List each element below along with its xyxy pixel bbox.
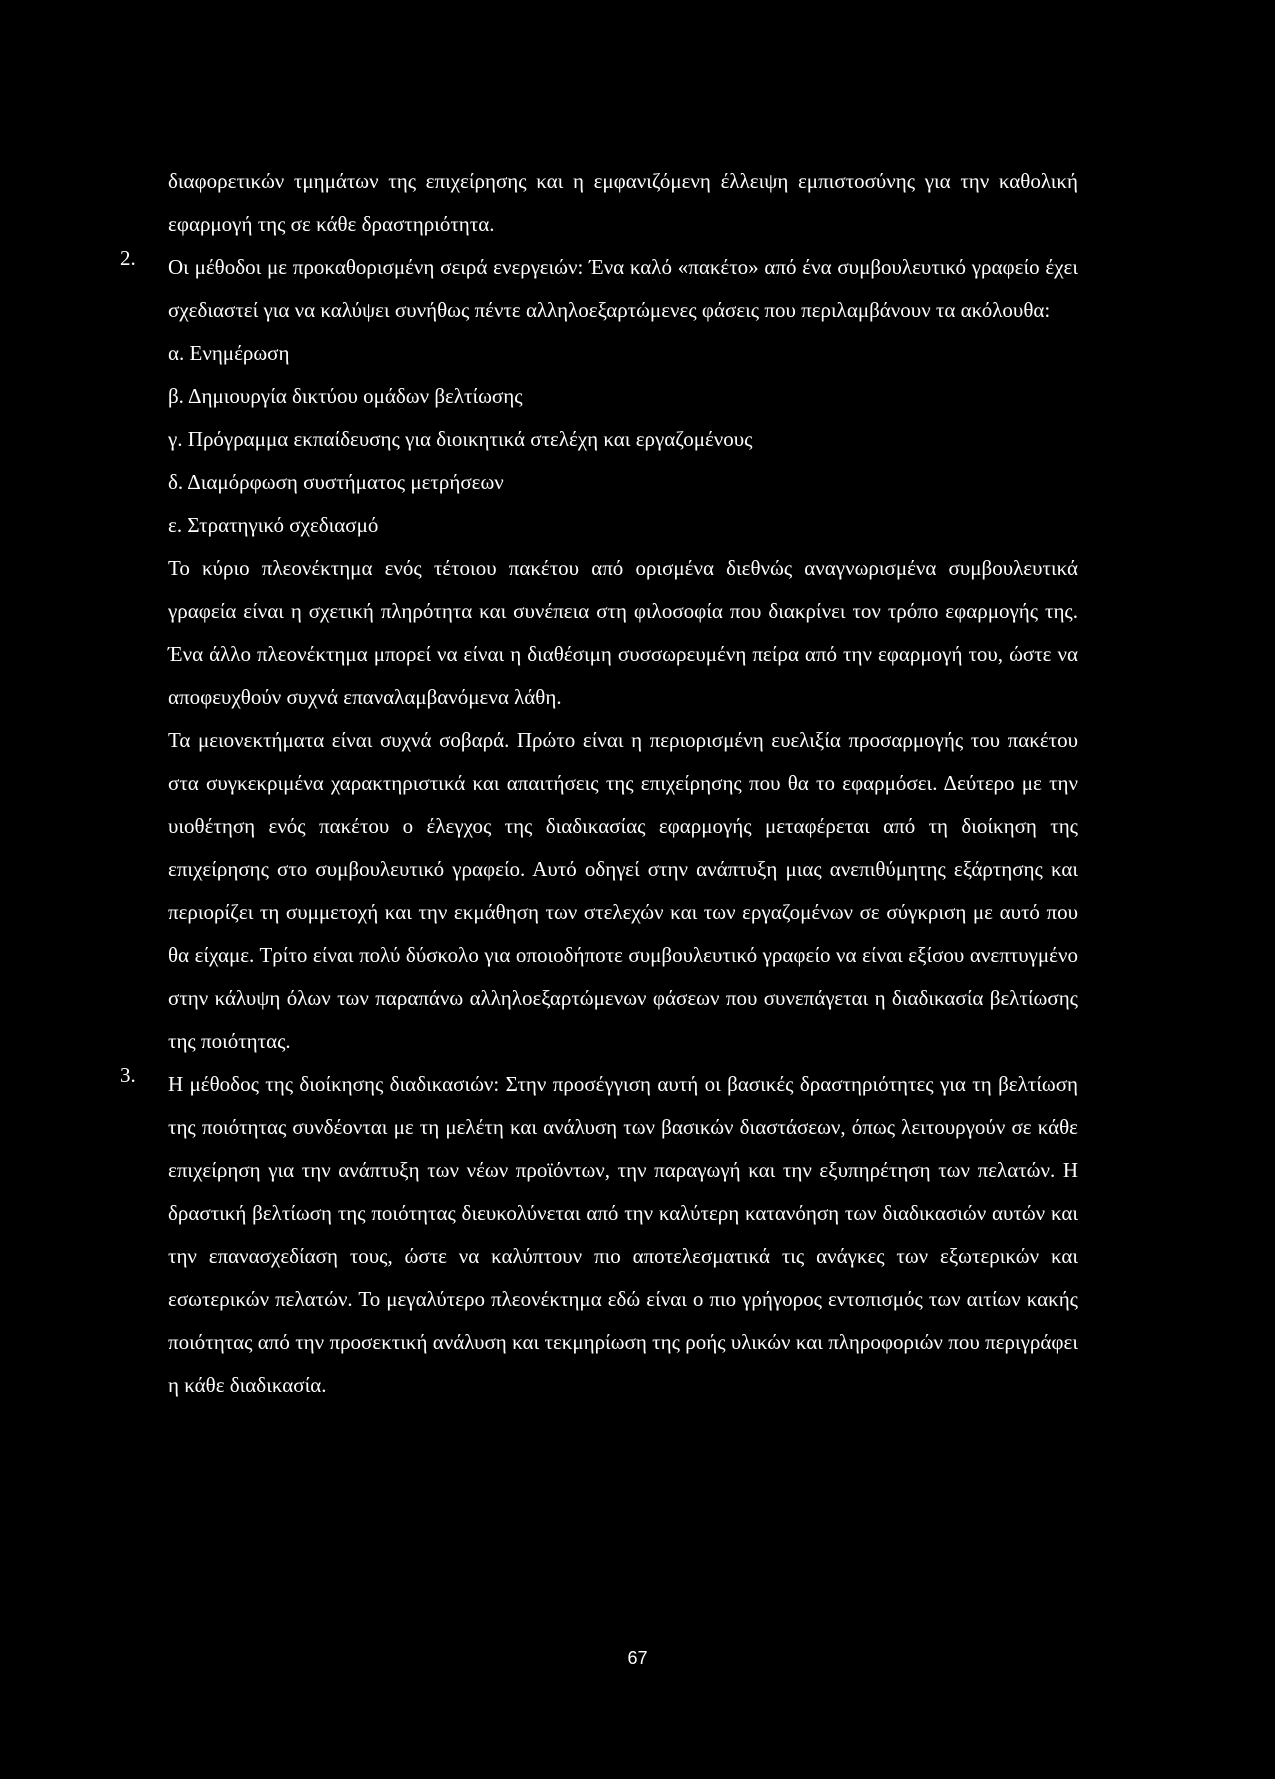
advantages-paragraph: Το κύριο πλεονέκτημα ενός τέτοιου πακέτου από ορισμένα διεθνώς αναγνωρισμένα συμβουλευτικά γραφεία είναι η σχετική πληρότητα και συνέπεια στη φιλοσοφία που διακρίνει τον τρόπο εφαρμογής της. Ένα άλλο πλεονέκτημα μπορεί να είναι η διαθέσιμη συσσωρευμένη πείρα από την εφαρμογή του, ώστε να αποφευχθούν συχνά επαναλαμβανόμενα λάθη. (168, 556, 1078, 709)
phase-d: δ. Διαμόρφωση συστήματος μετρήσεων (168, 470, 504, 494)
item-3-text: Η μέθοδος της διοίκησης διαδικασιών: Στην προσέγγιση αυτή οι βασικές δραστηριότητες για τη βελτίωση της ποιότητας συνδέονται με τη μελέτη και ανάλυση των βασικών διαστάσεων, όπως λειτουργούν σε κάθε επιχείρηση για την ανάπτυξη των νέων προϊόντων, την παραγωγή και την εξυπηρέτηση των πελατών. Η δραστική βελτίωση της ποιότητας διευκολύνεται από την καλύτερη κατανόηση των διαδικασιών αυτών και την επανασχεδίαση τους, ώστε να καλύπτουν πιο αποτελεσματικά τις ανάγκες των εξωτερικών και εσωτερικών πελατών. Το μεγαλύτερο πλεονέκτημα εδώ είναι ο πιο γρήγορος εντοπισμός των αιτίων κακής ποιότητας από την προσεκτική ανάλυση και τεκμηρίωση της ροής υλικών και πληροφοριών που περιγράφει η κάθε διαδικασία. (168, 1072, 1078, 1397)
phase-c: γ. Πρόγραμμα εκπαίδευσης για διοικητικά στελέχη και εργαζομένους (168, 427, 753, 451)
item-number-2: 2. (120, 246, 136, 270)
phase-b: β. Δημιουργία δικτύου ομάδων βελτίωσης (168, 384, 523, 408)
phase-e: ε. Στρατηγικό σχεδιασμό (168, 513, 379, 537)
disadvantages-paragraph: Τα μειονεκτήματα είναι συχνά σοβαρά. Πρώτο είναι η περιορισμένη ευελιξία προσαρμογής του πακέτου στα συγκεκριμένα χαρακτηριστικά και απαιτήσεις της επιχείρησης που θα το εφαρμόσει. Δεύτερο με την υιοθέτηση ενός πακέτου ο έλεγχος της διαδικασίας εφαρμογής μεταφέρεται από τη διοίκηση της επιχείρησης στο συμβουλευτικό γραφείο. Αυτό οδηγεί στην ανάπτυξη μιας ανεπιθύμητης εξάρτησης και περιορίζει τη συμμετοχή και την εκμάθηση των στελεχών και των εργαζομένων σε σύγκριση με αυτό που θα είχαμε. Τρίτο είναι πολύ δύσκολο για οποιοδήποτε συμβουλευτικό γραφείο να είναι εξίσου ανεπτυγμένο στην κάλυψη όλων των παραπάνω αλληλοεξαρτώμενων φάσεων που συνεπάγεται η διαδικασία βελτίωσης της ποιότητας. (168, 728, 1078, 1053)
item-2-intro: Οι μέθοδοι με προκαθορισμένη σειρά ενεργειών: Ένα καλό «πακέτο» από ένα συμβουλευτικό γραφείο έχει σχεδιαστεί για να καλύψει συνήθως πέντε αλληλοεξαρτώμενες φάσεις που περιλαμβάνουν τα ακόλουθα: (168, 255, 1078, 322)
page-number: 67 (627, 1648, 648, 1668)
document-body (120, 160, 1078, 1407)
phase-a: α. Ενημέρωση (168, 341, 290, 365)
list-item-2 (120, 246, 1078, 332)
list-item-3 (120, 1063, 1078, 1407)
continuation-paragraph: διαφορετικών τμημάτων της επιχείρησης και η εμφανιζόμενη έλλειψη εμπιστοσύνης για την καθολική εφαρμογή της σε κάθε δραστηριότητα. (168, 169, 1078, 236)
item-number-3: 3. (120, 1063, 136, 1087)
